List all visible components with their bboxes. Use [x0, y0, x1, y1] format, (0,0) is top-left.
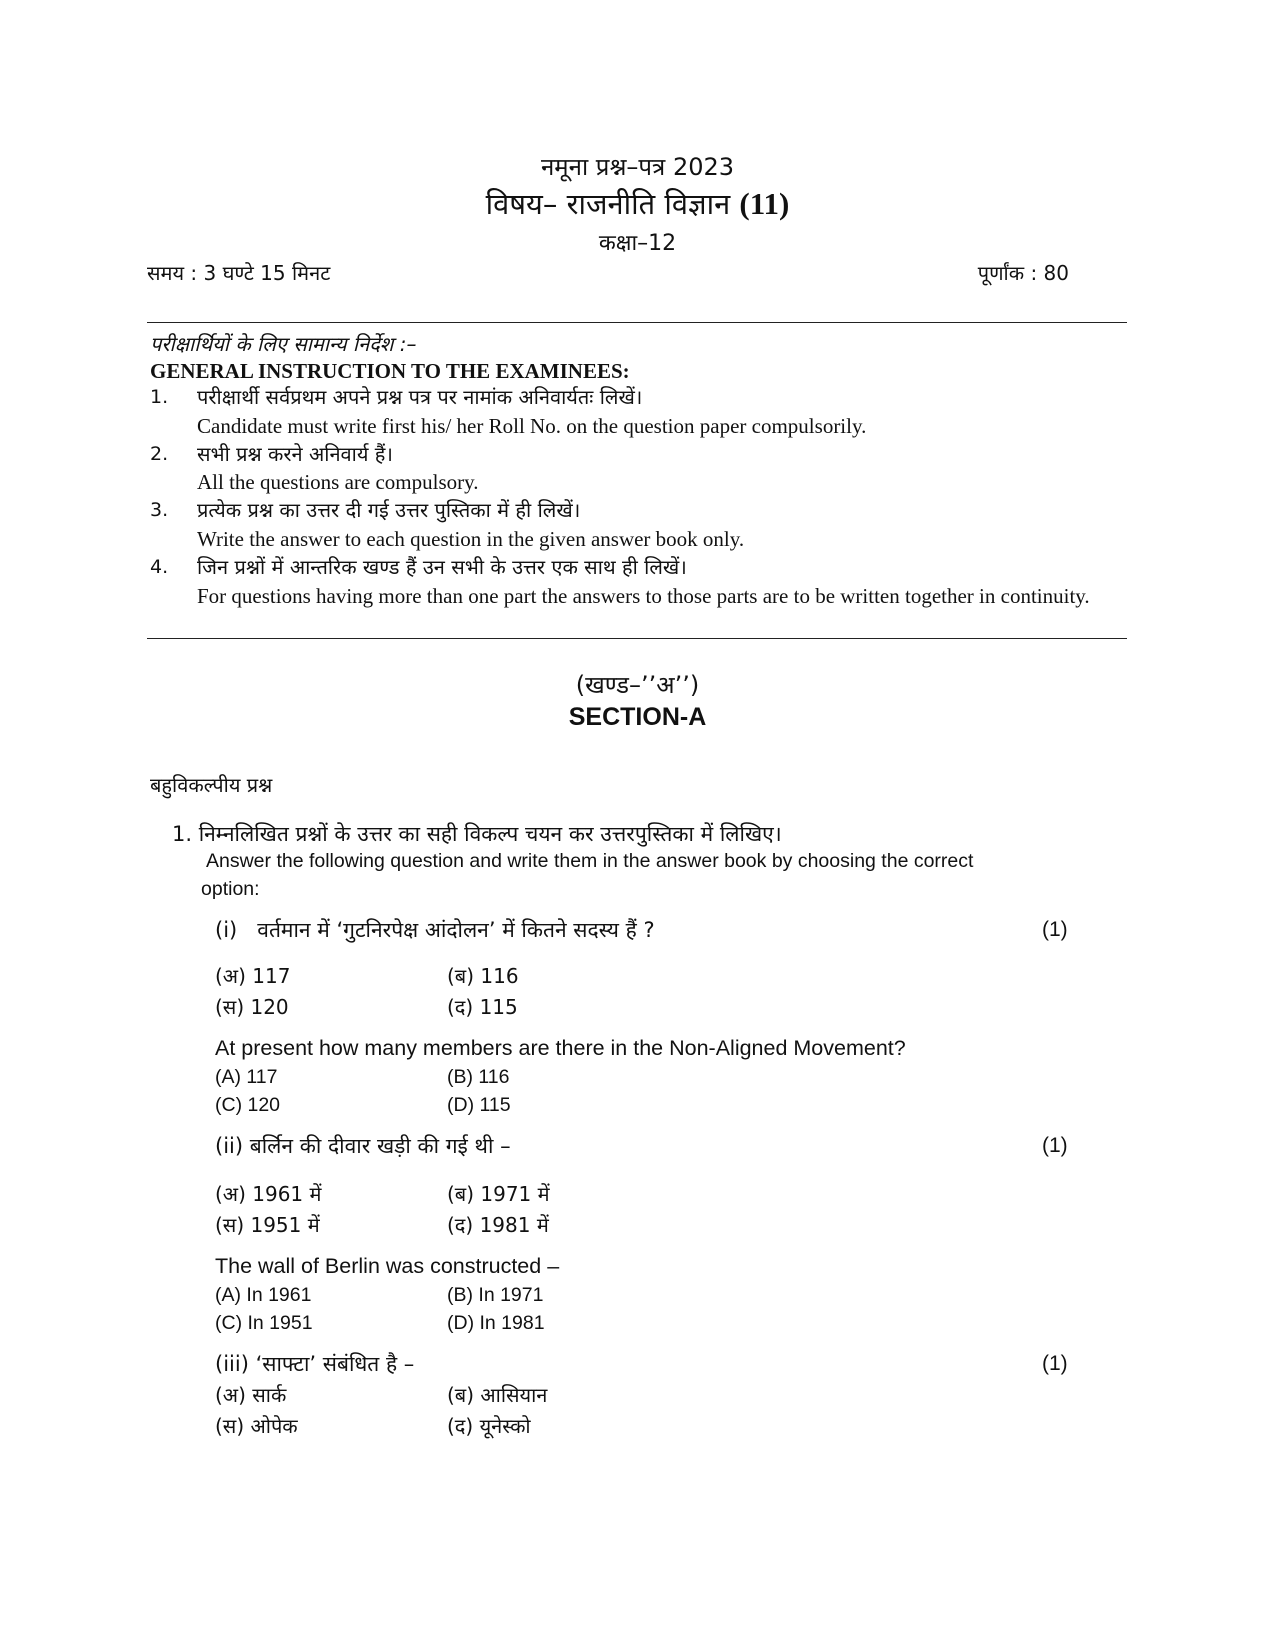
- option-d-hi: (द) 1981 में: [447, 1213, 549, 1237]
- question-marks: (1): [1042, 1134, 1068, 1157]
- instruction-hi: प्रत्येक प्रश्न का उत्तर दी गई उत्तर पुस्तिका में ही लिखें।: [197, 498, 581, 522]
- question-1-instruction-en: Answer the following question and write them in the answer book by choosing the correct: [206, 850, 974, 872]
- instruction-hi: जिन प्रश्नों में आन्तरिक खण्ड हैं उन सभी के उत्तर एक साथ ही लिखें।: [197, 555, 687, 579]
- option-c-en: (C) 120: [215, 1094, 281, 1116]
- question-text-hi: [215, 1350, 414, 1378]
- instruction-en: All the questions are compulsory.: [197, 470, 479, 494]
- instruction-en: Write the answer to each question in the given answer book only.: [197, 527, 745, 551]
- mcq-heading: बहुविकल्पीय प्रश्न: [150, 773, 273, 797]
- instruction-number: 2.: [150, 443, 169, 465]
- question-body: ‘साफ्टा’ संबंधित है –: [255, 1352, 415, 1376]
- instruction-number: 4.: [150, 556, 169, 578]
- question-1-instruction-hi: 1. निम्नलिखित प्रश्नों के उत्तर का सही विकल्प चयन कर उत्तरपुस्तिका में लिखिए।: [172, 822, 782, 846]
- top-divider: [147, 322, 1127, 323]
- class-label: कक्षा–12: [598, 231, 677, 256]
- option-b-hi: (ब) 116: [447, 964, 519, 988]
- option-b-hi: (ब) 1971 में: [447, 1182, 550, 1206]
- instructions-heading-hi: परीक्षार्थियों के लिए सामान्य निर्देश :–: [150, 332, 417, 356]
- question-label: (i): [215, 918, 238, 942]
- option-a-hi: (अ) सार्क: [215, 1383, 287, 1407]
- instruction-number: 3.: [150, 499, 169, 521]
- paper-title: नमूना प्रश्न–पत्र 2023: [540, 153, 735, 181]
- subject-title: [0, 184, 1275, 223]
- instruction-hi: सभी प्रश्न करने अनिवार्य हैं।: [197, 442, 394, 466]
- option-c-hi: (स) 1951 में: [215, 1213, 320, 1237]
- option-a-hi: (अ) 1961 में: [215, 1182, 322, 1206]
- question-body: वर्तमान में ‘गुटनिरपेक्ष आंदोलन’ में कितने सदस्य हैं ?: [257, 918, 655, 942]
- option-b-en: (B) 116: [447, 1066, 510, 1088]
- question-label: (iii): [215, 1352, 249, 1376]
- instruction-number: 1.: [150, 386, 169, 408]
- option-c-en: (C) In 1951: [215, 1312, 313, 1334]
- instruction-en: For questions having more than one part the answers to those parts are to be written together in continuity.: [197, 584, 1090, 608]
- question-body: बर्लिन की दीवार खड़ी की गई थी –: [249, 1134, 511, 1158]
- option-d-en: (D) In 1981: [447, 1312, 545, 1334]
- option-a-en: (A) In 1961: [215, 1284, 312, 1306]
- instruction-en: Candidate must write first his/ her Roll No. on the question paper compulsorily.: [197, 414, 867, 438]
- option-c-hi: (स) ओपेक: [215, 1414, 298, 1438]
- option-d-hi: (द) यूनेस्को: [447, 1414, 531, 1438]
- question-label: (ii): [215, 1134, 244, 1158]
- subject-name: विषय– राजनीति विज्ञान: [485, 187, 731, 221]
- option-b-hi: (ब) आसियान: [447, 1383, 548, 1407]
- question-text-en: The wall of Berlin was constructed –: [215, 1254, 560, 1278]
- instruction-hi: परीक्षार्थी सर्वप्रथम अपने प्रश्न पत्र पर नामांक अनिवार्यतः लिखें।: [197, 385, 643, 409]
- question-text-en: At present how many members are there in the Non-Aligned Movement?: [215, 1036, 906, 1060]
- option-a-en: (A) 117: [215, 1066, 278, 1088]
- max-marks: पूर्णांक : 80: [977, 261, 1069, 285]
- option-d-en: (D) 115: [447, 1094, 511, 1116]
- subject-code: (11): [739, 186, 790, 221]
- instructions-heading-en: GENERAL INSTRUCTION TO THE EXAMINEES:: [150, 359, 630, 383]
- option-a-hi: (अ) 117: [215, 964, 291, 988]
- question-1-instruction-en-cont: option:: [201, 878, 260, 900]
- question-marks: (1): [1042, 1352, 1068, 1375]
- section-title-hi: (खण्ड–’’अ’’): [575, 671, 700, 699]
- time-allowed: समय : 3 घण्टे 15 मिनट: [147, 261, 331, 285]
- question-marks: (1): [1042, 918, 1068, 941]
- option-c-hi: (स) 120: [215, 995, 289, 1019]
- option-d-hi: (द) 115: [447, 995, 518, 1019]
- option-b-en: (B) In 1971: [447, 1284, 544, 1306]
- bottom-divider: [147, 638, 1127, 639]
- section-title-en: SECTION-A: [568, 703, 707, 731]
- question-text-hi: [215, 1132, 511, 1160]
- question-text-hi: [215, 916, 655, 944]
